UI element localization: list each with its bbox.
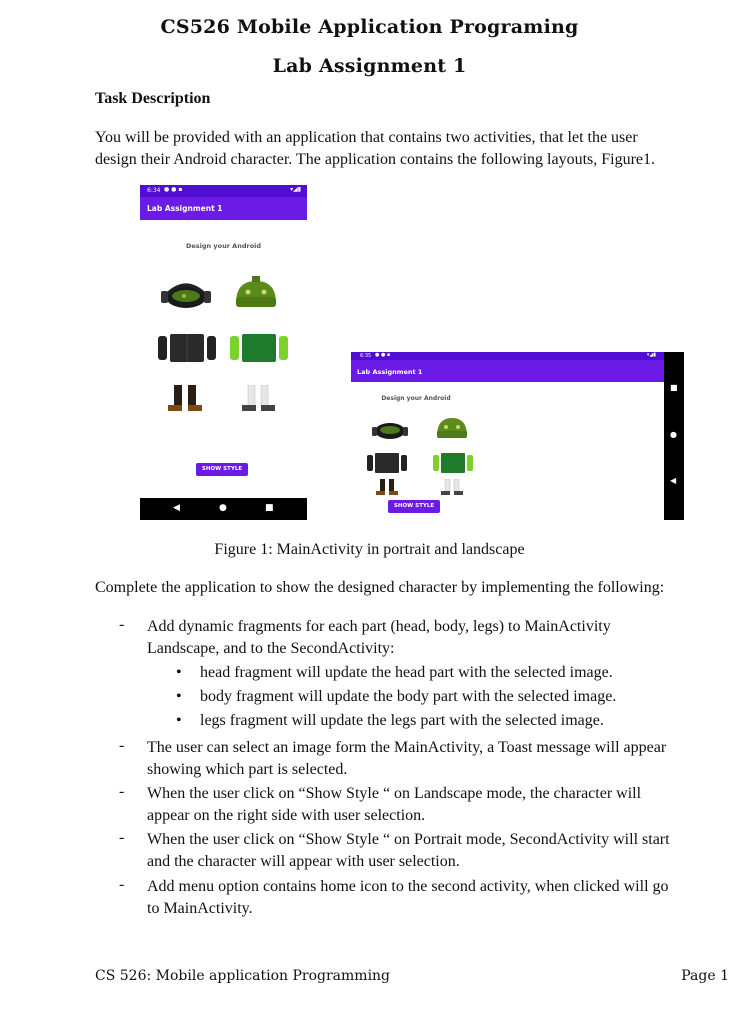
legs-brown-option[interactable] <box>166 385 206 415</box>
body-black-option[interactable] <box>158 332 216 364</box>
item-2-line-2: showing which part is selected. <box>147 761 348 778</box>
item-1-line-1: Add dynamic fragments for each part (head, body, legs) to MainActivity <box>147 618 611 635</box>
nav-home-icon[interactable]: ● <box>219 503 227 513</box>
dash-marker: - <box>119 737 125 754</box>
item-3-line-1: When the user click on “Show Style “ on Landscape mode, the character will <box>147 785 642 802</box>
landscape-nav-recents-icon[interactable]: ■ <box>670 383 678 392</box>
landscape-nav-home-icon[interactable]: ● <box>670 430 677 439</box>
portrait-screenshot <box>140 185 307 520</box>
landscape-screenshot <box>351 352 684 520</box>
intro-line-2: design their Android character. The application contains the following layouts, Figure1. <box>95 151 656 168</box>
dash-marker: - <box>119 876 125 893</box>
portrait-signal-icon: ▾◢▮ <box>290 186 301 193</box>
landscape-status-icons: ● ● ▪ <box>375 352 391 358</box>
landscape-signal-icon: ▾◢▮ <box>646 352 656 358</box>
assignment-title: Lab Assignment 1 <box>272 55 467 77</box>
landscape-app-bar <box>351 360 664 382</box>
intro-line-1: You will be provided with an application that contains two activities, that let the user <box>95 129 638 146</box>
landscape-body-green-option[interactable] <box>433 452 473 474</box>
item-4-line-2: and the character will appear with user selection. <box>147 853 460 870</box>
course-title: CS526 Mobile Application Programing <box>160 16 579 38</box>
portrait-app-title: Lab Assignment 1 <box>147 204 223 213</box>
portrait-design-title: Design your Android <box>185 242 262 250</box>
item-3-line-2: appear on the right side with user selection. <box>147 807 426 824</box>
portrait-app-bar <box>140 197 307 220</box>
dash-marker: - <box>119 829 125 846</box>
landscape-body-black-option[interactable] <box>367 452 407 474</box>
legs-white-option[interactable] <box>238 385 278 415</box>
bullet-marker: • <box>176 664 182 681</box>
dash-marker: - <box>119 783 125 800</box>
dash-marker: - <box>119 616 125 633</box>
landscape-legs-brown-option[interactable] <box>375 479 401 497</box>
task-heading: Task Description <box>95 90 211 107</box>
landscape-head-dark-option[interactable] <box>370 418 410 440</box>
footer-left: CS 526: Mobile application Programming <box>95 968 391 984</box>
landscape-status-bar <box>351 352 664 360</box>
item-5-line-2: to MainActivity. <box>147 900 253 917</box>
item-2-line-1: The user can select an image form the MainActivity, a Toast message will appear <box>147 739 667 756</box>
portrait-status-bar <box>140 185 307 197</box>
head-green-option[interactable] <box>230 275 282 313</box>
landscape-nav-back-icon[interactable]: ◀ <box>670 476 677 485</box>
landscape-legs-white-option[interactable] <box>439 479 465 497</box>
sub-item-legs: legs fragment will update the legs part with the selected image. <box>200 712 604 729</box>
landscape-nav-bar <box>664 352 684 520</box>
portrait-status-time: 6:34 <box>147 187 161 194</box>
sub-item-body: body fragment will update the body part with the selected image. <box>200 688 617 705</box>
bullet-marker: • <box>176 688 182 705</box>
item-4-line-1: When the user click on “Show Style “ on Portrait mode, SecondActivity will start <box>147 831 670 848</box>
portrait-nav-bar <box>140 498 307 520</box>
landscape-status-time: 6:35 <box>360 353 372 359</box>
sub-item-head: head fragment will update the head part with the selected image. <box>200 664 613 681</box>
portrait-status-icons: ● ● ▪ <box>164 186 183 193</box>
head-dark-option[interactable] <box>158 277 214 311</box>
landscape-head-green-option[interactable] <box>433 414 471 442</box>
body-green-option[interactable] <box>230 332 288 364</box>
landscape-design-title: Design your Android <box>381 395 451 402</box>
item-1-line-2: Landscape, and to the SecondActivity: <box>147 640 395 657</box>
portrait-show-style-button[interactable]: SHOW STYLE <box>196 463 248 476</box>
landscape-app-title: Lab Assignment 1 <box>357 368 423 376</box>
bullet-marker: • <box>176 712 182 729</box>
landscape-show-style-button[interactable]: SHOW STYLE <box>388 500 440 513</box>
instructions-lead: Complete the application to show the designed character by implementing the following: <box>95 579 665 596</box>
item-5-line-1: Add menu option contains home icon to the second activity, when clicked will go <box>147 878 669 895</box>
nav-recents-icon[interactable]: ■ <box>265 503 274 513</box>
figure-caption: Figure 1: MainActivity in portrait and landscape <box>214 541 525 558</box>
footer-page-number: Page 1 <box>681 968 729 984</box>
nav-back-icon[interactable]: ◀ <box>173 503 180 513</box>
